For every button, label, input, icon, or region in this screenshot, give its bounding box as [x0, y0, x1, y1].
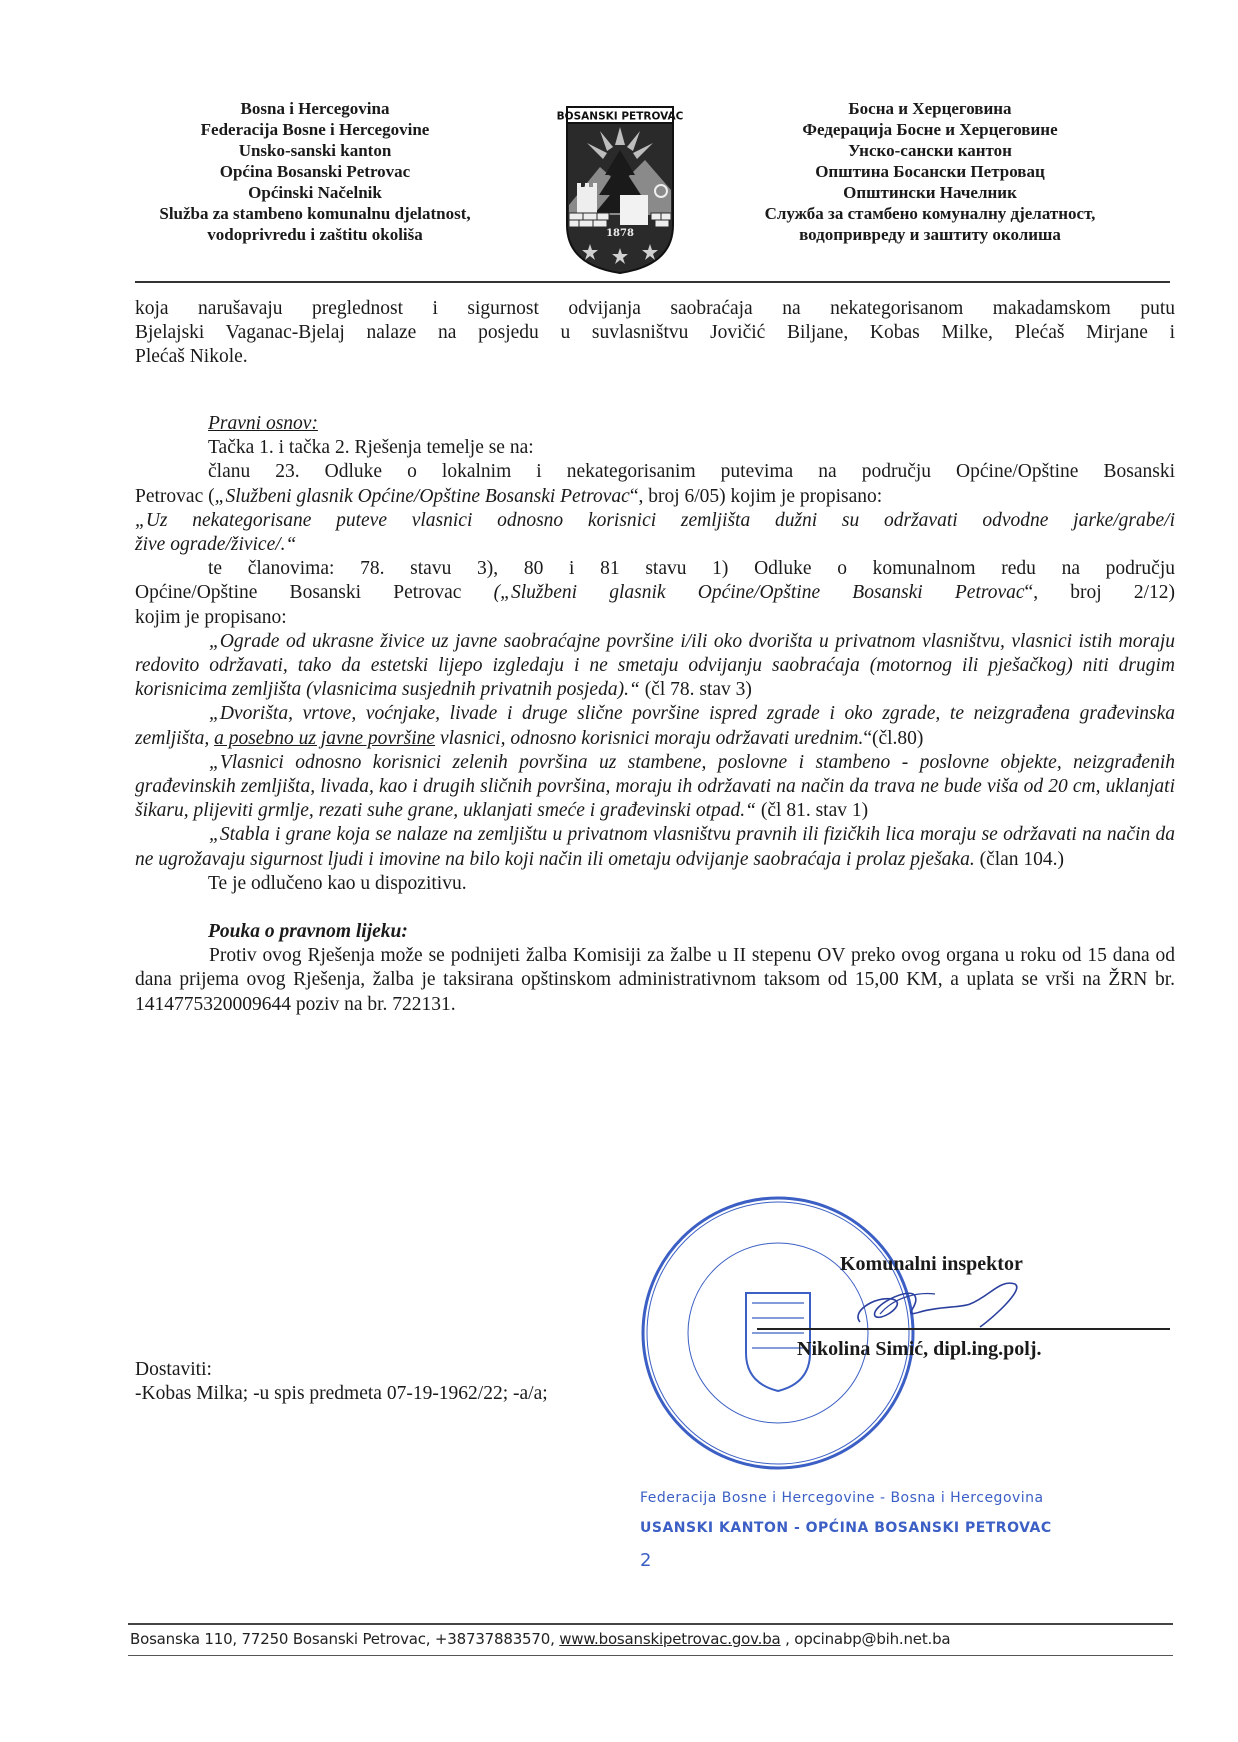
quote-article-104	[135, 823, 1175, 871]
municipality-crest-logo	[556, 105, 684, 275]
header-line: Општина Босански Петровац	[815, 162, 1045, 181]
quote-article-23: „Uz nekategorisane puteve vlasnici odnosno korisnici zemljišta dužni su održavati odvodne jarke/grabe/i	[135, 509, 1175, 531]
header-line: Općina Bosanski Petrovac	[219, 162, 411, 181]
header-line: Служба за стамбено комуналну дјелатност,	[764, 204, 1096, 223]
quote-text: „Stabla i grane koja se nalaze na zemljištu u privatnom vlasništvu pravnih ili fizičkih lica moraju se održavati na način da ne ugrožavaju sigurnost ljudi i imovine na bilo koji način ili ometaju odvijanje saobraćaja i prolaz pješaka.	[135, 824, 1175, 870]
header-line: водопривреду и заштиту околиша	[799, 225, 1061, 244]
intro-paragraph	[135, 297, 1175, 370]
legal-remedy-text: Protiv ovog Rješenja može se podnijeti žalba Komisiji za žalbe u II stepenu OV preko ovog organa u roku od 15 dana od dana prijema ovog Rješenja, žalba je taksirana opštinskom administrativnom taksom od 15,00 KM, a uplata se vrši na ŽRN br. 1414775320009644 poziv na br. 722131.	[135, 945, 1175, 1015]
gazette-title: „Službeni glasnik Općine/Opštine Bosanski Petrovac	[214, 485, 630, 507]
footer-email[interactable]: opcinabp@bih.net.ba	[794, 1630, 951, 1648]
legal-remedy-section	[135, 920, 1175, 1017]
article-23-citation	[135, 485, 1175, 509]
signature-line	[757, 1328, 1170, 1330]
article-reference: (čl 78. stav 3)	[639, 679, 752, 701]
article-reference: (član 104.)	[974, 848, 1065, 870]
header-line: Služba za stambeno komunalnu djelatnost,	[159, 204, 471, 223]
quote-article-78	[135, 630, 1175, 703]
articles-citation	[135, 581, 1175, 605]
quote-text: „Dvorišta, vrtove, voćnjake, livade i druge slične površine ispred zgrade i oko zgrade, te neizgrađena građevinska zemljišta,	[135, 703, 1175, 749]
signatory-name: Nikolina Simić, dipl.ing.polj.	[797, 1338, 1042, 1360]
text-line: Bjelajski Vaganac-Bjelaj nalaze na posjedu u suvlasništvu Jovičić Biljane, Kobas Milke, Plećaš Mirjane i	[135, 322, 1175, 344]
header-line: vodoprivredu i zaštitu okoliša	[207, 225, 423, 244]
footer-contact	[130, 1630, 950, 1648]
stamp-number: 2	[640, 1550, 652, 1571]
footer-address: Bosanska 110, 77250 Bosanski Petrovac, +38737883570,	[130, 1630, 560, 1648]
articles-line: te članovima: 78. stavu 3), 80 i 81 stavu 1) Odluke o komunalnom redu na području	[208, 558, 1175, 580]
header-line: Босна и Херцеговина	[848, 99, 1012, 118]
crest-year: 1878	[606, 228, 634, 239]
quote-text: „Ograde od ukrasne živice uz javne saobraćajne površine i/ili oko dvorišta u privatnom vlasništvu, vlasnici istih moraju redovito održavati, tako da estetski lijepo izgledaju i ne smetaju odvijanju saobraćaja (motornog ili pješačkog) niti drugim korisnicima zemljišta (vlasnicima susjednih privatnih posjeda).“	[135, 630, 1175, 701]
quote-article-81	[135, 751, 1175, 824]
signatory-title: Komunalni inspektor	[840, 1253, 1023, 1275]
underlined-phrase: a posebno uz javne površine	[214, 727, 436, 749]
header-line: Općinski Načelnik	[248, 183, 382, 202]
quote-text: vlasnici, odnosno korisnici moraju održavati urednim.	[435, 727, 864, 749]
stamp-inner-text: USANSKI KANTON - OPĆINA BOSANSKI PETROVAC	[640, 1520, 1052, 1536]
articles-prescribed: kojim je propisano:	[135, 606, 287, 628]
decision-text: Te je odlučeno kao u dispozitivu.	[208, 872, 467, 894]
gazette-title: („Službeni glasnik Općine/Opštine Bosanski Petrovac	[493, 582, 1025, 604]
header-line: Federacija Bosne i Hercegovine	[200, 120, 430, 139]
text-span: Petrovac (	[135, 485, 215, 507]
quote-article-23-end: žive ograde/živice/.“	[135, 534, 297, 556]
official-stamp-seal	[638, 1193, 918, 1473]
legal-basis-heading: Pravni osnov:	[208, 413, 318, 434]
header-cyrillic	[720, 98, 1140, 245]
text-span: “, broj 2/12)	[1024, 582, 1175, 604]
handwritten-signature	[840, 1276, 1060, 1328]
official-stamp-lettering	[640, 1480, 1160, 1590]
article-reference: “(čl.80)	[863, 727, 924, 749]
text-line: Plećaš Nikole.	[135, 346, 248, 368]
header-latin	[105, 98, 525, 245]
header-line: Bosna i Hercegovina	[240, 99, 390, 118]
header-divider	[135, 281, 1170, 283]
stamp-outer-text: Federacija Bosne i Hercegovine - Bosna i Hercegovina	[640, 1490, 1044, 1506]
header-line: Унско-сански кантон	[848, 141, 1012, 160]
header-line: Општински Начелник	[843, 183, 1017, 202]
quote-article-80	[135, 702, 1175, 750]
article-reference: (čl 81. stav 1)	[756, 800, 869, 822]
footer-divider-top	[128, 1623, 1173, 1625]
legal-basis-section	[135, 412, 1175, 1017]
footer-website-link[interactable]: www.bosanskipetrovac.gov.ba	[559, 1630, 781, 1648]
delivery-recipients: -Kobas Milka; -u spis predmeta 07-19-1962/22; -a/a;	[135, 1383, 548, 1404]
header-line: Федерација Босне и Херцеговине	[802, 120, 1058, 139]
quote-text: „Vlasnici odnosno korisnici zelenih površina uz stambene, poslovne i stambeno - poslovne objekte, neizgrađenih građevinskih zemljišta, livada, kao i drugih sličnih površina, moraju ih održavati na način da trava ne bude viša od 20 cm, uklanjati šikaru, plijeviti grmlje, rezati suhe grane, uklanjati smeće i građevinski otpad.“	[135, 751, 1175, 822]
crest-label: BOSANSKI PETROVAC	[556, 110, 684, 123]
footer-divider-bottom	[128, 1655, 1173, 1656]
footer-separator: ,	[780, 1630, 795, 1648]
header-line: Unsko-sanski kanton	[238, 141, 392, 160]
text-span: Općine/Opštine Bosanski Petrovac	[135, 582, 494, 604]
text-line: koja narušavaju preglednost i sigurnost odvijanja saobraćaja na nekategorisanom makadamskom putu	[135, 298, 1175, 319]
legal-basis-intro: Tačka 1. i tačka 2. Rješenja temelje se na:	[208, 437, 534, 459]
delivery-label: Dostaviti:	[135, 1359, 212, 1380]
article-23-line: članu 23. Odluke o lokalnim i nekategorisanim putevima na području Općine/Opštine Bosanski	[208, 461, 1175, 483]
delivery-section	[135, 1358, 548, 1406]
text-span: “, broj 6/05) kojim je propisano:	[629, 485, 883, 507]
legal-remedy-heading: Pouka o pravnom lijeku:	[208, 921, 408, 943]
